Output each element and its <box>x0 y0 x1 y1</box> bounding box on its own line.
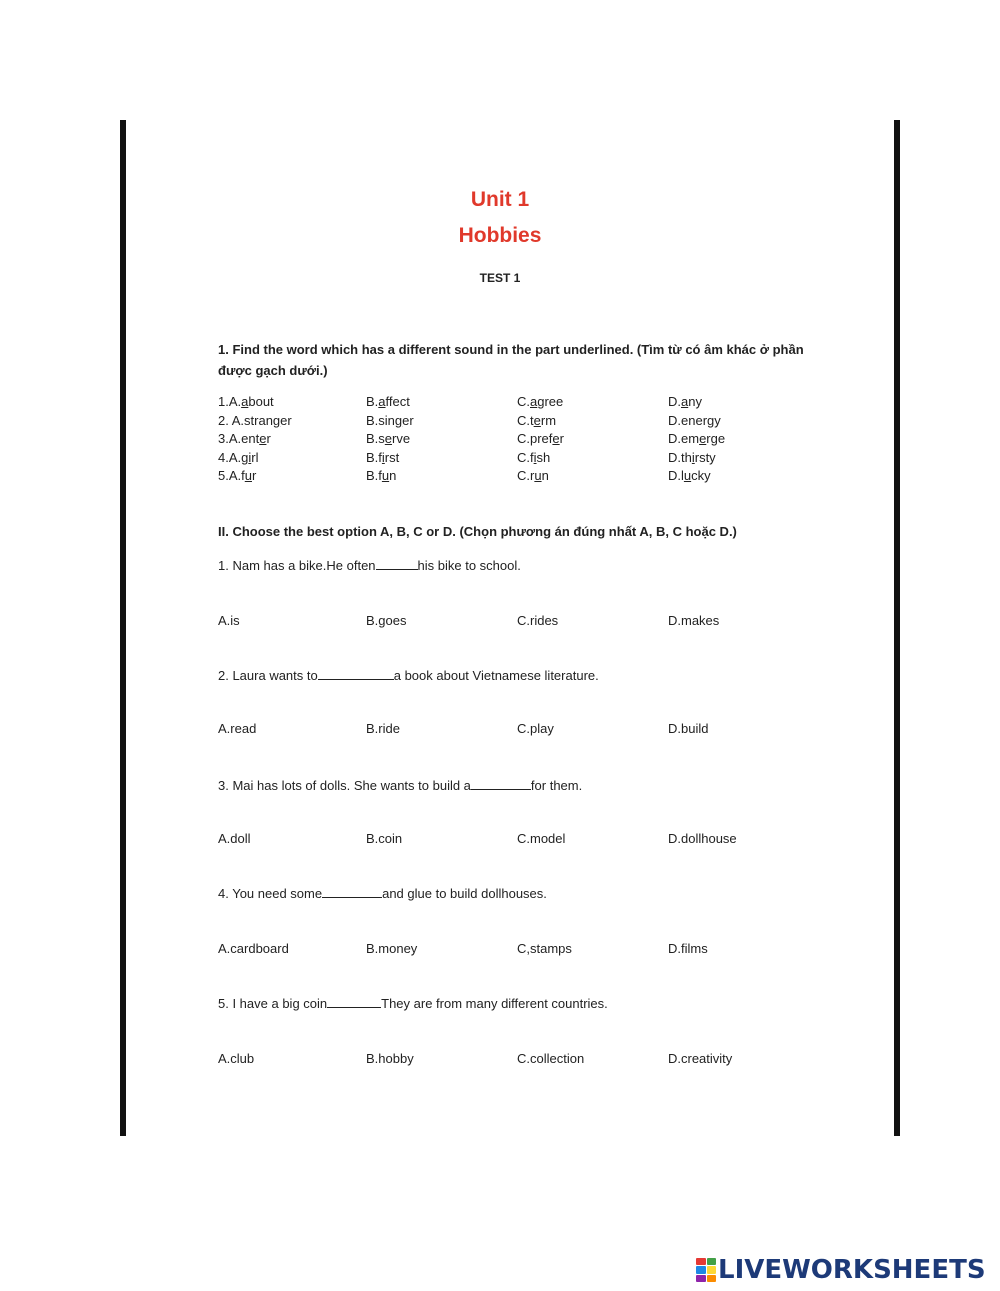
q2-pre: 2. Laura wants to <box>218 668 318 683</box>
s1-r4-b: B.first <box>366 450 400 465</box>
question-3 <box>218 778 582 793</box>
s1-r1-b: B.affect <box>366 394 410 409</box>
s1-r3-c: C.prefer <box>517 431 564 446</box>
q3-pre: 3. Mai has lots of dolls. She wants to build a <box>218 778 471 793</box>
q4-post: and glue to build dollhouses. <box>382 886 547 901</box>
q5-option-a[interactable]: A.club <box>218 1051 255 1066</box>
logo-blocks-icon <box>696 1258 716 1282</box>
s1-r4-d: D.thirsty <box>668 450 716 465</box>
q5-option-d[interactable]: D.creativity <box>668 1051 733 1066</box>
s1-r5-c: C.run <box>517 468 549 483</box>
q2-option-c[interactable]: C.play <box>517 721 554 736</box>
q3-post: for them. <box>530 778 583 793</box>
q5-option-b[interactable]: B.hobby <box>366 1051 414 1066</box>
section2-heading: II. Choose the best option A, B, C or D. (Chọn phương án đúng nhất A, B, C hoặc D.) <box>218 524 737 539</box>
unit-title: Unit 1 <box>470 188 530 211</box>
q4-option-a[interactable]: A.cardboard <box>218 941 289 956</box>
logo-block-5 <box>696 1275 706 1282</box>
q3-blank[interactable] <box>471 779 531 790</box>
q2-option-a[interactable]: A.read <box>218 721 257 736</box>
q2-blank[interactable] <box>318 669 394 680</box>
q3-option-a[interactable]: A.doll <box>218 831 251 846</box>
s1-r2-a: 2. A.stranger <box>218 413 292 428</box>
q3-option-c[interactable]: C.model <box>517 831 566 846</box>
q5-blank[interactable] <box>327 997 381 1008</box>
s1-r1-d: D.any <box>668 394 702 409</box>
q4-option-b[interactable]: B.money <box>366 941 418 956</box>
liveworksheets-logo[interactable] <box>696 1255 986 1285</box>
q1-option-a[interactable]: A.is <box>218 613 240 628</box>
q1-option-c[interactable]: C.rides <box>517 613 559 628</box>
s1-r2-b: B.singer <box>366 413 414 428</box>
question-5 <box>218 996 608 1011</box>
s1-r1-c: C.agree <box>517 394 564 409</box>
s1-r1-a: 1.A.about <box>218 394 274 409</box>
logo-block-2 <box>707 1258 717 1265</box>
logo-text: LIVEWORKSHEETS <box>718 1255 986 1285</box>
q3-option-d[interactable]: D.dollhouse <box>668 831 737 846</box>
section1-heading: 1. Find the word which has a different sound in the part underlined. (Tìm từ có âm khác ở phần được gạch dưới.) <box>218 342 804 378</box>
q1-option-d[interactable]: D.makes <box>668 613 720 628</box>
question-4 <box>218 886 547 901</box>
q5-post: They are from many different countries. <box>381 996 608 1011</box>
s1-r3-b: B.serve <box>366 431 411 446</box>
s1-r2-c: C.term <box>517 413 557 428</box>
q1-pre: 1. Nam has a bike.He often <box>218 558 376 573</box>
q4-blank[interactable] <box>322 887 382 898</box>
s1-r4-a: 4.A.girl <box>218 450 259 465</box>
q2-option-b[interactable]: B.ride <box>366 721 400 736</box>
question-2 <box>218 668 599 683</box>
test-label: TEST 1 <box>479 271 521 285</box>
s1-r2-d: D.energy <box>668 413 721 428</box>
s1-r5-d: D.lucky <box>668 468 711 483</box>
q5-option-c[interactable]: C.collection <box>517 1051 585 1066</box>
question-1 <box>218 558 521 573</box>
q5-pre: 5. I have a big coin <box>218 996 328 1011</box>
logo-block-3 <box>696 1266 706 1273</box>
s1-r4-c: C.fish <box>517 450 551 465</box>
q4-option-d[interactable]: D.films <box>668 941 708 956</box>
logo-block-1 <box>696 1258 706 1265</box>
s1-r5-b: B.fun <box>366 468 397 483</box>
logo-block-4 <box>707 1266 717 1273</box>
s1-r3-d: D.emerge <box>668 431 726 446</box>
q1-option-b[interactable]: B.goes <box>366 613 407 628</box>
q3-option-b[interactable]: B.coin <box>366 831 403 846</box>
q4-pre: 4. You need some <box>218 886 323 901</box>
q4-option-c[interactable]: C,stamps <box>517 941 572 956</box>
q2-post: a book about Vietnamese literature. <box>393 668 599 683</box>
topic-title: Hobbies <box>458 224 542 247</box>
s1-r3-a: 3.A.enter <box>218 431 271 446</box>
q1-blank[interactable] <box>376 559 418 570</box>
s1-r5-a: 5.A.fur <box>218 468 257 483</box>
q2-option-d[interactable]: D.build <box>668 721 709 736</box>
logo-block-6 <box>707 1275 717 1282</box>
q1-post: his bike to school. <box>417 558 521 573</box>
